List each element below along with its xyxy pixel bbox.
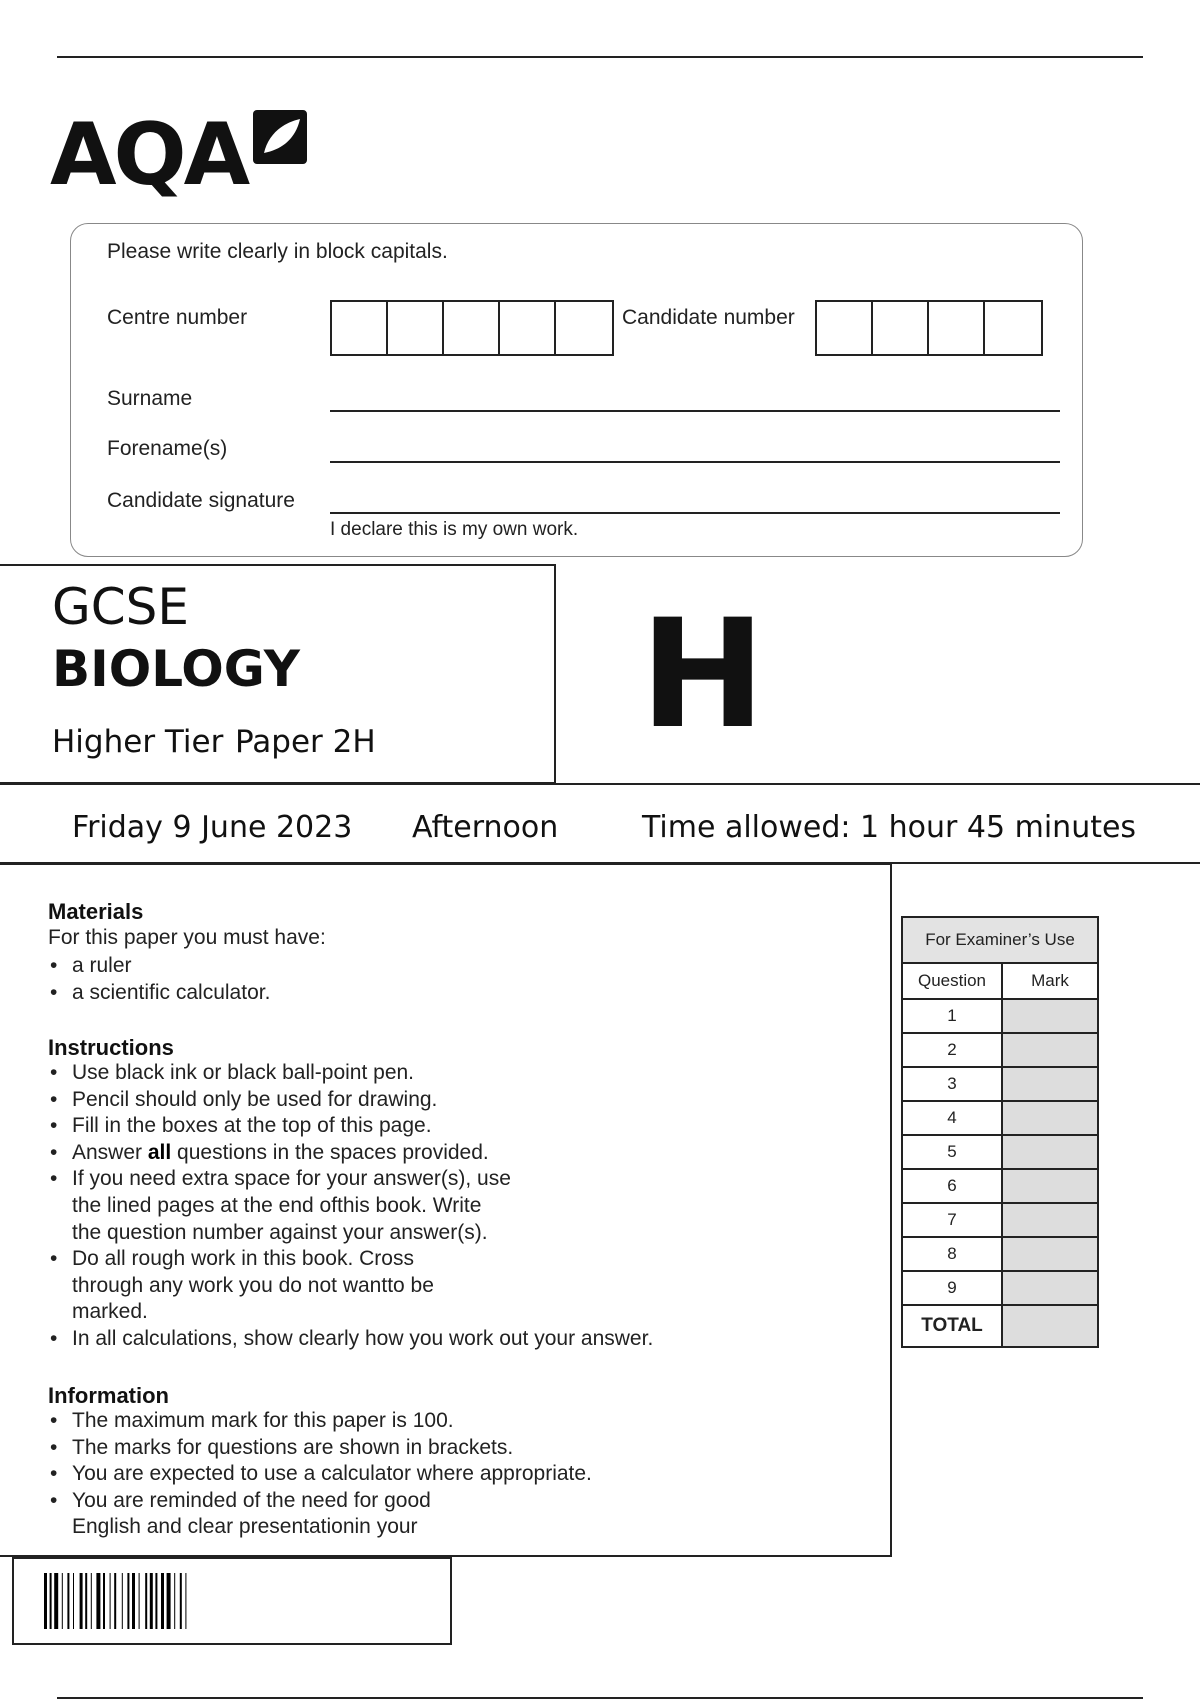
tier-label: Higher Tier [52,724,224,760]
barcode-bar [54,1573,58,1629]
barcode-bar [114,1573,116,1629]
declaration-text: I declare this is my own work. [330,519,579,540]
mark-cell[interactable] [1002,1033,1098,1067]
time-allowed: Time allowed: 1 hour 45 minutes [642,810,1137,845]
information-list [48,1408,592,1541]
barcode-bar [174,1573,175,1629]
barcode-box [12,1557,452,1645]
barcode-icon [14,1559,454,1647]
list-item: • You are reminded of the need for good English and clear presentationin your [48,1488,592,1541]
barcode-bar [62,1573,63,1629]
barcode-bar [110,1573,111,1629]
barcode-bar [150,1573,153,1629]
candidate-details-box [70,223,1083,557]
logo-text: AQA [50,105,248,205]
barcode-bar [185,1573,186,1629]
signature-label: Candidate signature [107,489,295,512]
mark-cell[interactable] [1002,1135,1098,1169]
barcode-bar [132,1573,135,1629]
question-number: 7 [902,1203,1002,1237]
signature-field[interactable] [330,512,1060,514]
barcode-bar [180,1573,182,1629]
list-item: • In all calculations, show clearly how you work out your answer. [48,1326,653,1353]
centre-digit-box[interactable] [388,302,444,354]
barcode-bar [167,1573,171,1629]
barcode-bar [85,1573,87,1629]
mark-cell[interactable] [1002,1067,1098,1101]
list-item: • You are expected to use a calculator where appropriate. [48,1461,592,1488]
candidate-number-label: Candidate number [622,306,795,329]
question-number: 9 [902,1271,1002,1305]
barcode-bar [73,1573,74,1629]
logo-mark-icon [250,107,310,167]
barcode-bar [80,1573,83,1629]
centre-digit-box[interactable] [500,302,556,354]
subject-title: BIOLOGY [52,640,300,698]
examiner-table-title: For Examiner’s Use [902,917,1098,963]
instructions-heading: Instructions [48,1035,174,1060]
candidate-digit-box[interactable] [985,302,1041,354]
top-rule [57,56,1143,58]
centre-digit-box[interactable] [556,302,612,354]
barcode-bar [161,1573,164,1629]
total-mark-cell[interactable] [1002,1305,1098,1347]
forenames-label: Forename(s) [107,437,228,460]
aqa-logo [50,105,320,205]
centre-number-label: Centre number [107,306,248,329]
barcode-bar [96,1573,100,1629]
instructions-list [48,1060,653,1353]
barcode-bar [44,1573,47,1629]
candidate-digit-box[interactable] [873,302,929,354]
list-item: • Answer all questions in the spaces provided. [48,1140,653,1167]
list-item: • Pencil should only be used for drawing. [48,1087,653,1114]
barcode-bar [122,1573,123,1629]
tier-letter: H [640,588,766,762]
total-label: TOTAL [902,1305,1002,1347]
barcode-bar [67,1573,69,1629]
mark-cell[interactable] [1002,999,1098,1033]
list-item: • Fill in the boxes at the top of this page. [48,1113,653,1140]
mark-cell[interactable] [1002,1203,1098,1237]
information-heading: Information [48,1383,169,1408]
candidate-digit-box[interactable] [817,302,873,354]
exam-session: Afternoon [412,810,559,845]
barcode-bar [127,1573,129,1629]
list-item: • Use black ink or black ball-point pen. [48,1060,653,1087]
candidate-digit-box[interactable] [929,302,985,354]
instructions-panel [0,863,892,1557]
list-item: • a scientific calculator. [48,980,270,1007]
question-number: 6 [902,1169,1002,1203]
date-row-top-rule [0,783,1200,785]
list-item: • a ruler [48,953,270,980]
materials-list [48,953,270,1006]
bottom-rule [57,1697,1143,1699]
barcode-bar [145,1573,147,1629]
materials-intro: For this paper you must have: [48,926,326,949]
surname-field[interactable] [330,410,1060,412]
centre-digit-box[interactable] [444,302,500,354]
mark-cell[interactable] [1002,1237,1098,1271]
list-item: • Do all rough work in this book. Cross through any work you do not wantto be marked. [48,1246,653,1326]
list-item: • The maximum mark for this paper is 100. [48,1408,592,1435]
forenames-field[interactable] [330,461,1060,463]
mark-cell[interactable] [1002,1169,1098,1203]
question-number: 1 [902,999,1002,1033]
qualification: GCSE [52,578,189,636]
exam-date: Friday 9 June 2023 [72,810,353,845]
paper-label: Paper 2H [235,724,376,760]
centre-digit-box[interactable] [332,302,388,354]
question-number: 8 [902,1237,1002,1271]
question-number: 3 [902,1067,1002,1101]
list-item: • If you need extra space for your answer(s), use the lined pages at the end ofthis book. Write the question number against your answer(s). [48,1166,653,1246]
barcode-bar [50,1573,52,1629]
subject-box [0,564,556,784]
question-number: 5 [902,1135,1002,1169]
list-item: • The marks for questions are shown in brackets. [48,1435,592,1462]
question-number: 4 [902,1101,1002,1135]
block-capitals-instruction: Please write clearly in block capitals. [107,240,448,263]
materials-heading: Materials [48,899,144,924]
examiner-use-table [901,916,1099,1348]
barcode-bar [139,1573,140,1629]
mark-cell[interactable] [1002,1101,1098,1135]
question-number: 2 [902,1033,1002,1067]
candidate-number-boxes[interactable] [815,300,1043,356]
barcode-bar [155,1573,157,1629]
barcode-bar [91,1573,92,1629]
mark-cell[interactable] [1002,1271,1098,1305]
centre-number-boxes[interactable] [330,300,614,356]
question-column-header: Question [902,963,1002,999]
surname-label: Surname [107,387,193,410]
barcode-bar [103,1573,105,1629]
mark-column-header: Mark [1002,963,1098,999]
